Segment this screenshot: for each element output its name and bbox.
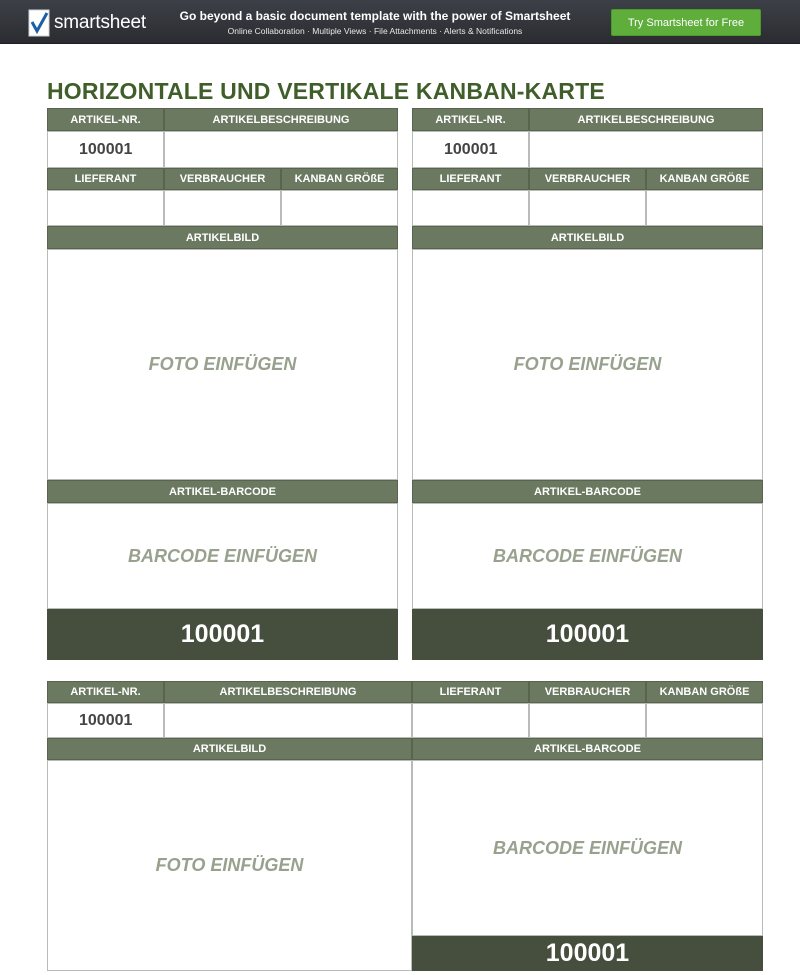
- supplier-value[interactable]: [412, 703, 529, 738]
- photo-placeholder[interactable]: FOTO EINFÜGEN: [412, 249, 763, 480]
- item-no-value[interactable]: 100001: [47, 703, 164, 738]
- logo-text: smartsheet: [54, 12, 146, 33]
- consumer-value[interactable]: [164, 190, 281, 226]
- item-barcode-header: ARTIKEL-BARCODE: [47, 480, 398, 503]
- item-barcode-header: ARTIKEL-BARCODE: [412, 738, 763, 760]
- photo-placeholder[interactable]: FOTO EINFÜGEN: [47, 760, 412, 971]
- banner-message: [160, 9, 590, 36]
- consumer-header: VERBRAUCHER: [529, 681, 646, 703]
- item-image-header: ARTIKELBILD: [47, 226, 398, 249]
- item-image-header: ARTIKELBILD: [47, 738, 412, 760]
- barcode-placeholder[interactable]: BARCODE EINFÜGEN: [47, 503, 398, 609]
- item-desc-value[interactable]: [529, 131, 763, 168]
- supplier-value[interactable]: [47, 190, 164, 226]
- item-desc-value[interactable]: [164, 131, 398, 168]
- consumer-header: VERBRAUCHER: [529, 168, 646, 190]
- consumer-header: VERBRAUCHER: [164, 168, 281, 190]
- supplier-header: LIEFERANT: [412, 168, 529, 190]
- banner-features: Online Collaboration · Multiple Views · File Attachments · Alerts & Notifications: [227, 26, 523, 36]
- kanban-size-header: KANBAN GRÖßE: [646, 681, 763, 703]
- barcode-placeholder[interactable]: BARCODE EINFÜGEN: [412, 503, 763, 609]
- barcode-placeholder[interactable]: BARCODE EINFÜGEN: [412, 760, 763, 936]
- item-barcode-header: ARTIKEL-BARCODE: [412, 480, 763, 503]
- try-smartsheet-button[interactable]: Try Smartsheet for Free: [611, 9, 761, 36]
- consumer-value[interactable]: [529, 703, 646, 738]
- banner-headline: Go beyond a basic document template with the power of Smartsheet: [179, 9, 571, 23]
- item-image-header: ARTIKELBILD: [412, 226, 763, 249]
- item-desc-header: ARTIKELBESCHREIBUNG: [164, 108, 398, 131]
- photo-placeholder[interactable]: FOTO EINFÜGEN: [47, 249, 398, 480]
- consumer-value[interactable]: [529, 190, 646, 226]
- item-no-header: ARTIKEL-NR.: [412, 108, 529, 131]
- smartsheet-logo[interactable]: [28, 8, 146, 38]
- item-no-value[interactable]: 100001: [47, 131, 164, 168]
- supplier-header: LIEFERANT: [47, 168, 164, 190]
- supplier-header: LIEFERANT: [412, 681, 529, 703]
- item-no-value[interactable]: 100001: [412, 131, 529, 168]
- item-desc-header: ARTIKELBESCHREIBUNG: [164, 681, 412, 703]
- kanban-size-value[interactable]: [646, 190, 763, 226]
- smartsheet-check-icon: [28, 9, 50, 37]
- promo-banner: [0, 0, 800, 44]
- item-no-footer: 100001: [412, 936, 763, 971]
- kanban-size-header: KANBAN GRÖßE: [281, 168, 398, 190]
- item-desc-header: ARTIKELBESCHREIBUNG: [529, 108, 763, 131]
- item-no-footer: 100001: [412, 609, 763, 660]
- item-desc-value[interactable]: [164, 703, 412, 738]
- item-no-footer: 100001: [47, 609, 398, 660]
- kanban-size-header: KANBAN GRÖßE: [646, 168, 763, 190]
- item-no-header: ARTIKEL-NR.: [47, 108, 164, 131]
- item-no-header: ARTIKEL-NR.: [47, 681, 164, 703]
- kanban-size-value[interactable]: [646, 703, 763, 738]
- supplier-value[interactable]: [412, 190, 529, 226]
- kanban-size-value[interactable]: [281, 190, 398, 226]
- page-title: HORIZONTALE UND VERTIKALE KANBAN-KARTE: [47, 78, 605, 104]
